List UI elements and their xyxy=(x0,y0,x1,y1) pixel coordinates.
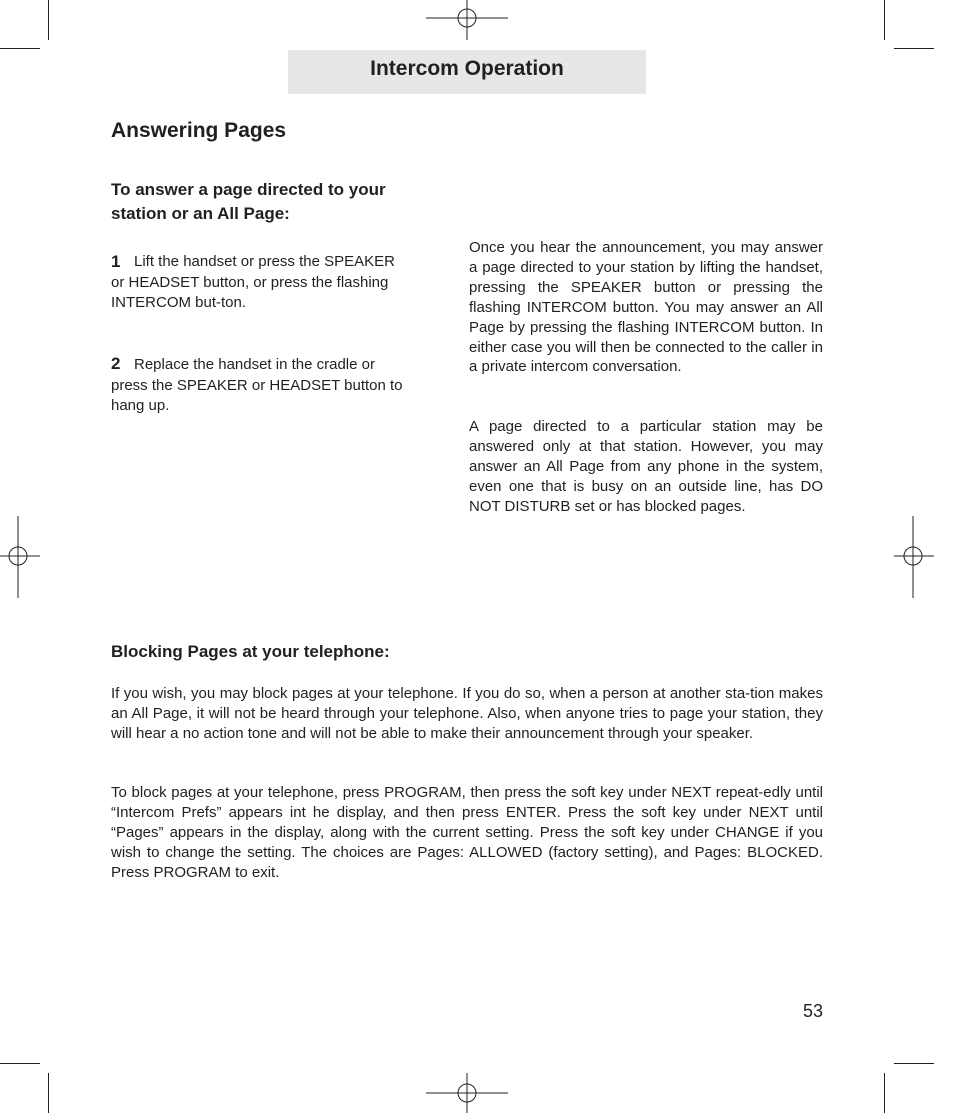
blocking-heading: Blocking Pages at your telephone: xyxy=(111,642,390,661)
page-header-title: Intercom Operation xyxy=(370,57,564,80)
registration-mark-right xyxy=(894,516,934,598)
step-text: Replace the handset in the cradle or press the SPEAKER or HEADSET button to hang up. xyxy=(111,356,403,414)
crop-mark xyxy=(0,48,40,49)
step-text: Lift the handset or press the SPEAKER or HEADSET button, or press the flashing INTERCOM but-ton. xyxy=(111,253,395,311)
right-column-paragraph: Once you hear the announcement, you may answer a page directed to your station by lifting the handset, pressing the SPEAKER button or pressing the flashing INTERCOM button. You may answer an All Page by pressing the flashing INTERCOM button. In either case you will then be connected to the caller in a private intercom conversation. xyxy=(469,239,823,376)
blocking-paragraph: To block pages at your telephone, press PROGRAM, then press the soft key under NEXT repeat-edly until “Intercom Prefs” appears int he display, and then press ENTER. Press the soft key under NEXT until “Pages” appears in the display, along with the current setting. Press the soft key under CHANGE if you wish to change the setting. The choices are Pages: ALLOWED (factory setting), and Pages: BLOCKED. Press PROGRAM to exit. xyxy=(111,784,823,881)
page-number: 53 xyxy=(802,1001,823,1021)
crop-mark xyxy=(48,0,49,40)
crop-mark xyxy=(48,1073,49,1113)
step-number: 2 xyxy=(111,354,121,373)
step-number: 1 xyxy=(111,252,121,271)
answer-subheading: To answer a page directed to your station or an All Page: xyxy=(111,180,386,223)
blocking-paragraph: If you wish, you may block pages at your telephone. If you do so, when a person at another sta-tion makes an All Page, it will not be heard through your telephone. Also, when anyone tries to page your station, they will hear a no action tone and will not be able to make their announcement through your speaker. xyxy=(111,685,823,742)
header-banner xyxy=(288,50,646,94)
crop-mark xyxy=(884,1073,885,1113)
crop-mark xyxy=(894,48,934,49)
crop-mark xyxy=(894,1063,934,1064)
crop-mark xyxy=(0,1063,40,1064)
section-title: Answering Pages xyxy=(111,119,287,142)
registration-mark-bottom xyxy=(426,1073,508,1113)
registration-mark-left xyxy=(0,516,40,598)
right-column-paragraph: A page directed to a particular station may be answered only at that station. However, you may answer an All Page from any phone in the system, even one that is busy on an outside line, has DO NOT DISTURB set or has blocked pages. xyxy=(469,418,823,515)
crop-mark xyxy=(884,0,885,40)
registration-mark-top xyxy=(426,0,508,40)
